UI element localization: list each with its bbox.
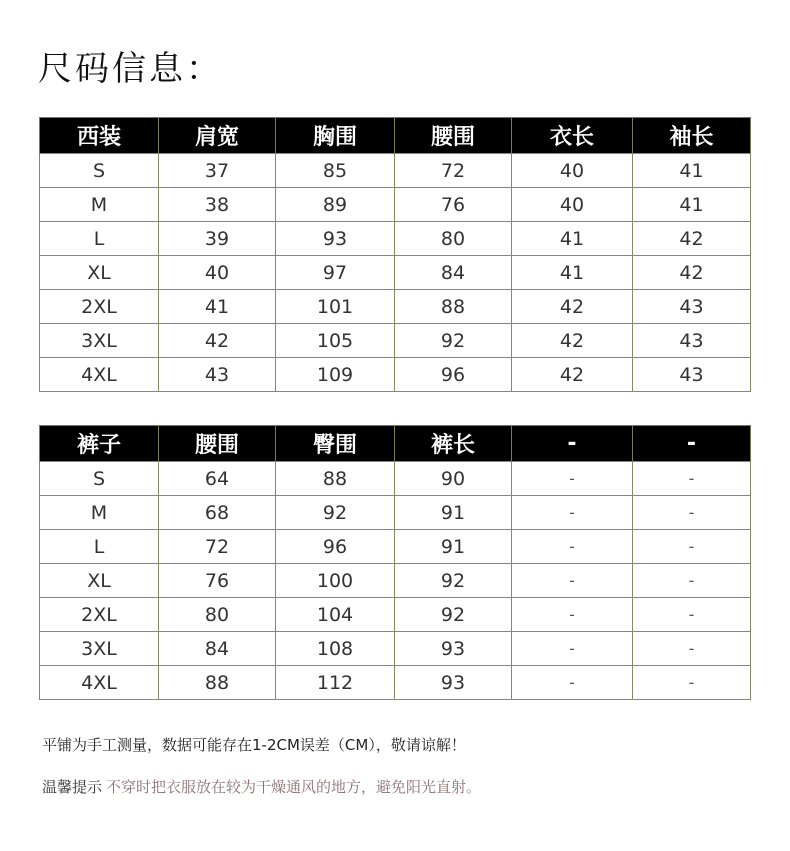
measurement-cell: 42	[512, 290, 633, 324]
size-label-cell: XL	[40, 564, 159, 598]
measurement-cell: -	[512, 598, 633, 632]
header-cell-category: 西装	[40, 118, 159, 154]
measurement-cell: 88	[159, 666, 276, 700]
measurement-cell: 68	[159, 496, 276, 530]
tip-text: 不穿时把衣服放在较为干燥通风的地方，避免阳光直射。	[106, 778, 482, 796]
measurement-cell: 76	[159, 564, 276, 598]
table-row	[40, 290, 751, 324]
measurement-cell: 43	[633, 290, 751, 324]
table-row	[40, 154, 751, 188]
measurement-cell: -	[512, 632, 633, 666]
measurement-note: 平铺为手工测量，数据可能存在1-2CM误差（CM），敬请谅解！	[42, 736, 466, 754]
size-label-cell: 2XL	[40, 290, 159, 324]
pants-size-table	[39, 425, 751, 700]
measurement-cell: 64	[159, 462, 276, 496]
header-cell-waist: 腰围	[395, 118, 512, 154]
table-row	[40, 256, 751, 290]
measurement-cell: 93	[395, 666, 512, 700]
size-label-cell: S	[40, 462, 159, 496]
measurement-cell: 105	[276, 324, 395, 358]
measurement-cell: 39	[159, 222, 276, 256]
table-row	[40, 564, 751, 598]
table-row	[40, 222, 751, 256]
measurement-cell: -	[633, 530, 751, 564]
measurement-cell: 41	[633, 188, 751, 222]
measurement-cell: 43	[159, 358, 276, 392]
care-tip	[42, 776, 481, 798]
measurement-cell: 43	[633, 324, 751, 358]
header-cell-length: 衣长	[512, 118, 633, 154]
size-label-cell: M	[40, 188, 159, 222]
measurement-cell: 92	[395, 324, 512, 358]
measurement-cell: 40	[512, 154, 633, 188]
measurement-cell: -	[633, 496, 751, 530]
measurement-cell: 42	[633, 256, 751, 290]
header-cell-empty: -	[512, 426, 633, 462]
header-cell-empty: -	[633, 426, 751, 462]
measurement-cell: -	[633, 666, 751, 700]
measurement-cell: 96	[395, 358, 512, 392]
measurement-cell: 42	[633, 222, 751, 256]
table-row	[40, 666, 751, 700]
measurement-cell: 42	[512, 358, 633, 392]
table-row	[40, 530, 751, 564]
measurement-cell: 89	[276, 188, 395, 222]
measurement-cell: 41	[159, 290, 276, 324]
measurement-cell: 41	[633, 154, 751, 188]
measurement-cell: 109	[276, 358, 395, 392]
table-header-row	[40, 426, 751, 462]
measurement-cell: -	[512, 496, 633, 530]
measurement-cell: 93	[276, 222, 395, 256]
header-cell-category: 裤子	[40, 426, 159, 462]
header-cell-hip: 臀围	[276, 426, 395, 462]
size-label-cell: 4XL	[40, 666, 159, 700]
measurement-cell: 41	[512, 256, 633, 290]
measurement-cell: -	[633, 598, 751, 632]
size-label-cell: 3XL	[40, 324, 159, 358]
measurement-cell: 88	[276, 462, 395, 496]
measurement-cell: 85	[276, 154, 395, 188]
measurement-cell: 104	[276, 598, 395, 632]
header-cell-sleeve: 袖长	[633, 118, 751, 154]
measurement-cell: 93	[395, 632, 512, 666]
size-label-cell: XL	[40, 256, 159, 290]
tip-label: 温馨提示	[42, 778, 103, 796]
measurement-cell: 40	[159, 256, 276, 290]
measurement-cell: 72	[395, 154, 512, 188]
measurement-cell: 91	[395, 530, 512, 564]
measurement-cell: 100	[276, 564, 395, 598]
table-row	[40, 188, 751, 222]
suit-size-table	[39, 117, 751, 392]
measurement-cell: 101	[276, 290, 395, 324]
measurement-cell: 43	[633, 358, 751, 392]
measurement-cell: 80	[395, 222, 512, 256]
size-label-cell: 3XL	[40, 632, 159, 666]
measurement-cell: 80	[159, 598, 276, 632]
measurement-cell: 97	[276, 256, 395, 290]
measurement-cell: 41	[512, 222, 633, 256]
measurement-cell: -	[633, 564, 751, 598]
measurement-cell: 112	[276, 666, 395, 700]
measurement-cell: -	[633, 462, 751, 496]
pants-table-body	[40, 462, 751, 700]
table-header-row	[40, 118, 751, 154]
size-label-cell: L	[40, 222, 159, 256]
measurement-cell: 90	[395, 462, 512, 496]
measurement-cell: 92	[395, 564, 512, 598]
measurement-cell: 38	[159, 188, 276, 222]
size-label-cell: 2XL	[40, 598, 159, 632]
table-row	[40, 324, 751, 358]
measurement-cell: 84	[395, 256, 512, 290]
page-title: 尺码信息：	[38, 49, 223, 89]
header-cell-waist: 腰围	[159, 426, 276, 462]
measurement-cell: -	[512, 666, 633, 700]
measurement-cell: 92	[395, 598, 512, 632]
measurement-cell: 37	[159, 154, 276, 188]
measurement-cell: 76	[395, 188, 512, 222]
measurement-cell: 96	[276, 530, 395, 564]
measurement-cell: -	[512, 530, 633, 564]
measurement-cell: 72	[159, 530, 276, 564]
table-row	[40, 358, 751, 392]
suit-table-body	[40, 154, 751, 392]
measurement-cell: 42	[159, 324, 276, 358]
size-label-cell: L	[40, 530, 159, 564]
measurement-cell: 40	[512, 188, 633, 222]
measurement-cell: 88	[395, 290, 512, 324]
size-label-cell: M	[40, 496, 159, 530]
measurement-cell: 92	[276, 496, 395, 530]
header-cell-shoulder: 肩宽	[159, 118, 276, 154]
measurement-cell: 91	[395, 496, 512, 530]
measurement-cell: 84	[159, 632, 276, 666]
header-cell-chest: 胸围	[276, 118, 395, 154]
table-row	[40, 496, 751, 530]
table-row	[40, 462, 751, 496]
measurement-cell: 108	[276, 632, 395, 666]
measurement-cell: -	[512, 462, 633, 496]
size-label-cell: S	[40, 154, 159, 188]
measurement-cell: 42	[512, 324, 633, 358]
size-label-cell: 4XL	[40, 358, 159, 392]
header-cell-pants-length: 裤长	[395, 426, 512, 462]
measurement-cell: -	[633, 632, 751, 666]
table-row	[40, 598, 751, 632]
measurement-cell: -	[512, 564, 633, 598]
table-row	[40, 632, 751, 666]
